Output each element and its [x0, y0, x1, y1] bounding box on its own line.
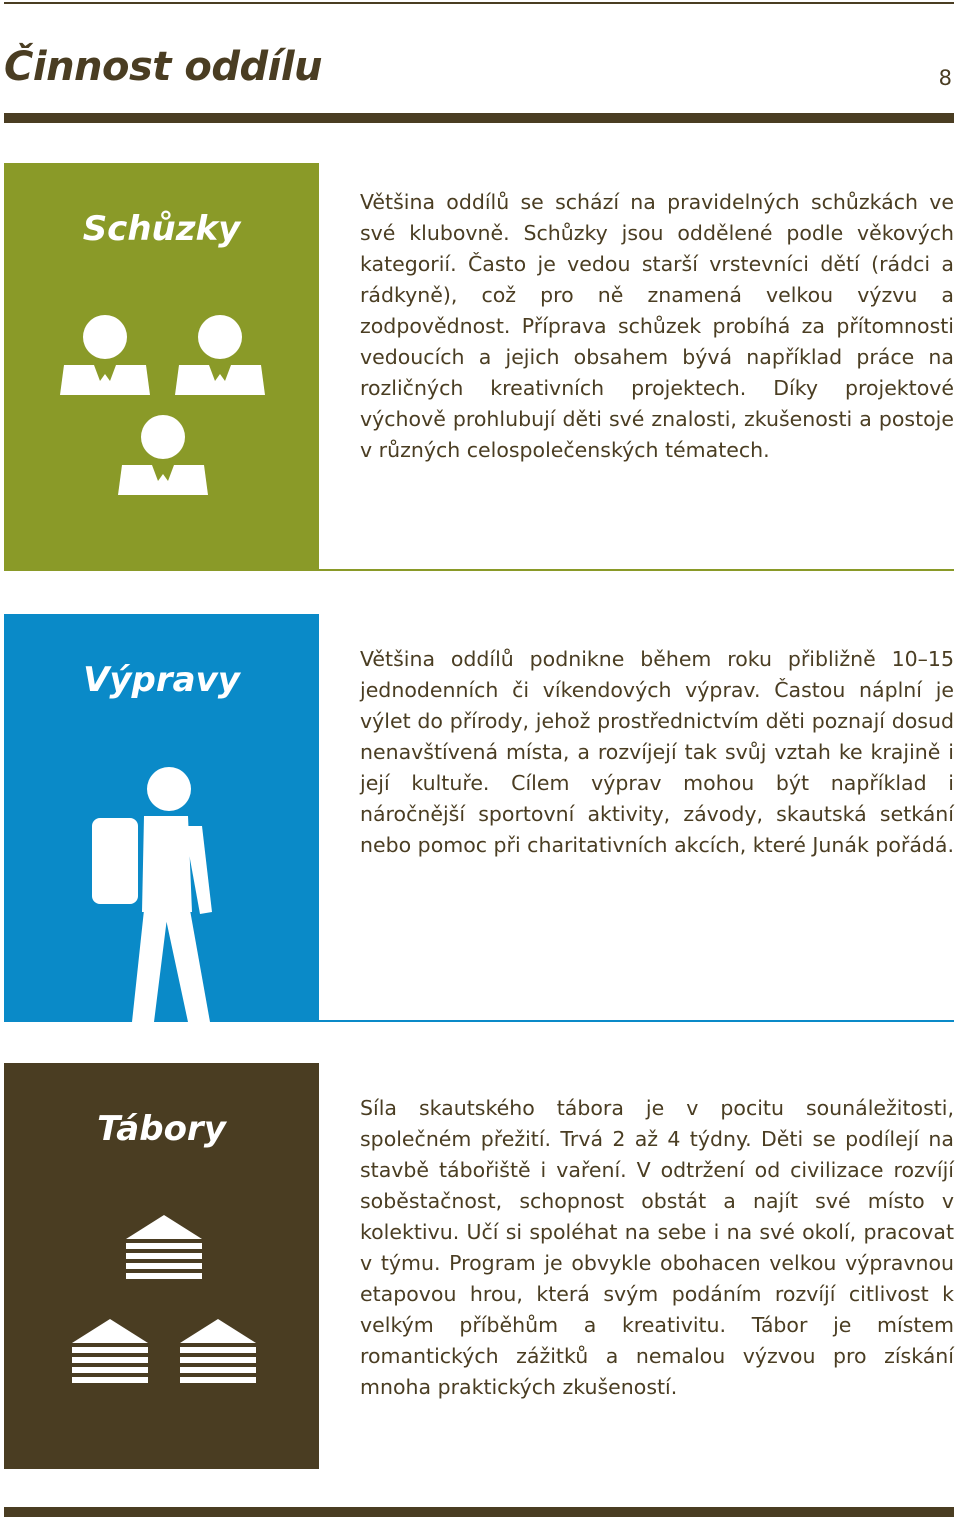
hiker-backpack-icon: [4, 614, 319, 1022]
section-title-vypravy: Výpravy: [83, 660, 240, 700]
panel-schuzky: [4, 163, 319, 571]
scout-group-icon: [4, 163, 319, 571]
tents-icon: [4, 1063, 319, 1469]
panel-vypravy: [4, 614, 319, 1022]
section-text-vypravy: Většina oddílů podnikne během roku přibližně 10–15 jednodenních či víkendových výprav. Častou náplní je výlet do přírody, jehož prostřednictvím děti poznají dosud nenavštívená místa, a rozvíjejí tak svůj vztah ke krajině i její kultuře. Cílem výprav mohou být například i náročnější sportovní aktivity, závody, skautská setkání nebo pomoc při charitativních akcích, které Junák pořádá.: [360, 647, 955, 857]
top-rule: [4, 2, 954, 4]
section-rule-vypravy: [319, 1020, 954, 1022]
page-title: Činnost oddílu: [4, 44, 322, 90]
section-rule-schuzky: [319, 569, 954, 571]
bottom-rule: [4, 1507, 954, 1517]
section-title-tabory: Tábory: [97, 1109, 226, 1149]
title-rule: [4, 113, 954, 123]
section-tabory: [4, 1063, 954, 1469]
section-schuzky: [4, 163, 954, 573]
page-number: 8: [938, 66, 952, 90]
section-text-tabory: Síla skautského tábora je v pocitu sounáležitosti, společném přežití. Trvá 2 až 4 týdny. Děti se podílejí na stavbě tábořiště i vaření. V odtržení od civilizace rozvíjí soběstačnost, schopnost obstát a najít své místo v kolektivu. Učí si spoléhat na sebe i na své okolí, pracovat v týmu. Program je obvykle obohacen velkou výpravnou etapovou hrou, která svým podáním rozvíjí citlivost k velkým příběhům a kreativitu. Tábor je místem romantických zážitků a nemalou výzvou pro získání mnoha praktických zkušeností.: [360, 1096, 954, 1399]
section-vypravy: [4, 614, 954, 1024]
section-title-schuzky: Schůzky: [82, 209, 241, 249]
panel-tabory: [4, 1063, 319, 1469]
section-text-schuzky: Většina oddílů se schází na pravidelných schůzkách ve své klubovně. Schůzky jsou oddělené podle věkových kategorií. Často je vedou starší vrstevníci dětí (rádci a rádkyně), což pro ně znamená velkou výzvu a zodpovědnost. Příprava schůzek probíhá za přítomnosti vedoucích a jejich obsahem bývá například práce na rozličných kreativních projektech. Díky projektové výchově prohlubují děti své znalosti, zkušenosti a postoje v různých celospolečenských tématech.: [360, 190, 954, 462]
